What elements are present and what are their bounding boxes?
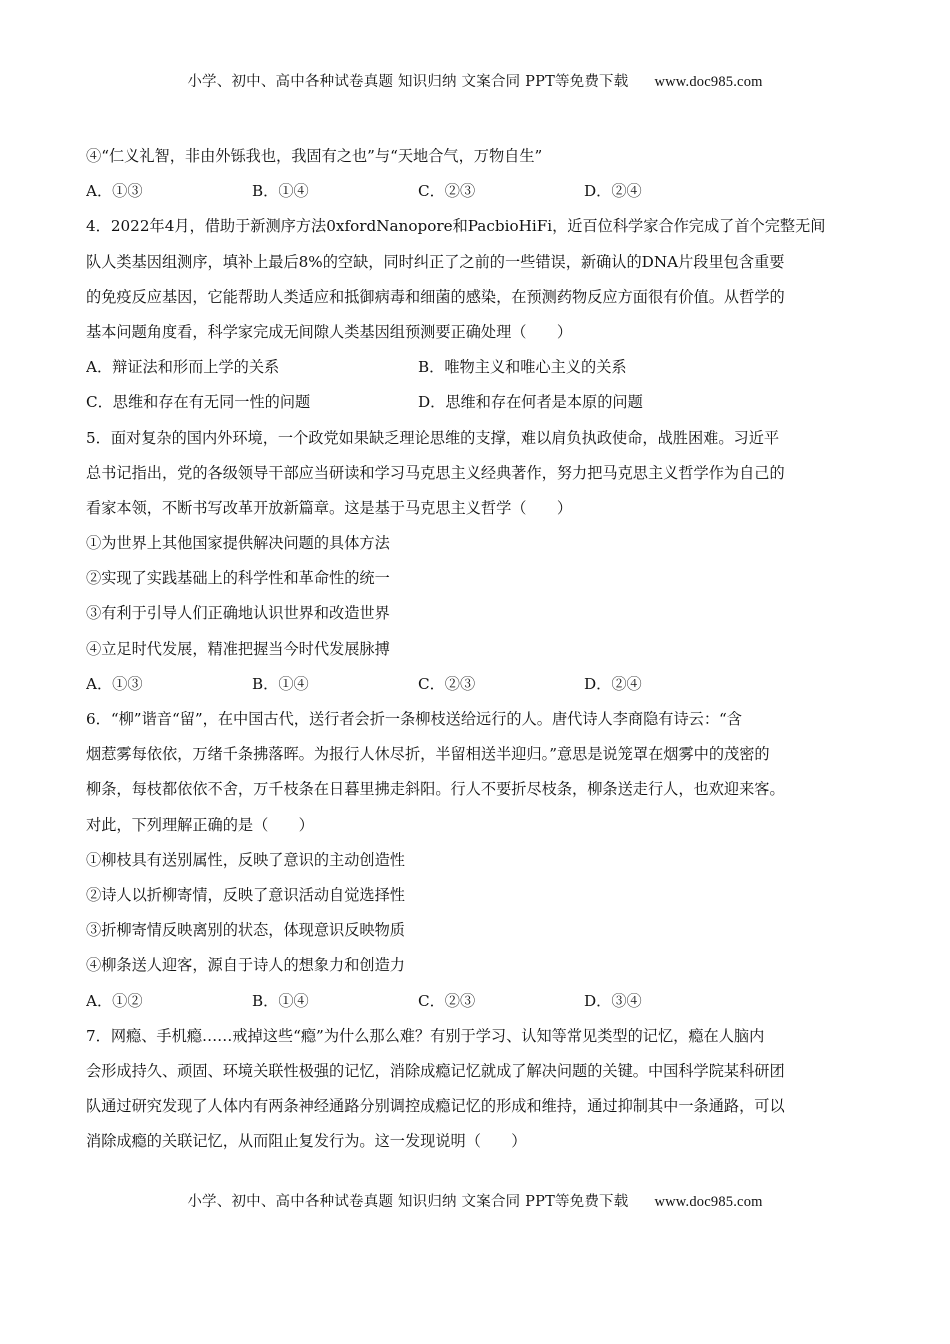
q5-option-c[interactable]: C．②③ [418, 674, 476, 693]
q7-stem-line: 7．网瘾、手机瘾……戒掉这些“瘾”为什么那么难？有别于学习、认知等常见类型的记忆，瘾在人脑内 [86, 1026, 765, 1045]
q6-item-2: ②诗人以折柳寄情，反映了意识活动自觉选择性 [86, 885, 405, 904]
q5-item-3: ③有利于引导人们正确地认识世界和改造世界 [86, 604, 390, 623]
q5-option-b[interactable]: B．①④ [252, 674, 309, 693]
exam-content [86, 144, 868, 1164]
q4-stem-line: 队人类基因组测序，填补上最后8%的空缺，同时纠正了之前的一些错误，新确认的DNA片段里包含重要 [86, 252, 785, 271]
q4-options-row-2 [86, 390, 868, 425]
q6-stem-line: 烟惹雾每依依，万绪千条拂落晖。为报行人休尽折，半留相送半迎归。”意思是说笼罩在烟雾中的茂密的 [86, 745, 770, 764]
q5-options [86, 672, 868, 707]
q5-stem-line: 5．面对复杂的国内外环境，一个政党如果缺乏理论思维的支撑，难以肩负执政使命，战胜困难。习近平 [86, 428, 780, 447]
q3-option-b[interactable]: B．①④ [252, 182, 309, 201]
q6-item-4: ④柳条送人迎客，源自于诗人的想象力和创造力 [86, 956, 405, 975]
page-header [0, 70, 950, 91]
q6-stem-line: 对此，下列理解正确的是（ ） [86, 815, 314, 834]
q3-option-a[interactable]: A．①③ [86, 182, 143, 201]
q5-option-a[interactable]: A．①③ [86, 674, 143, 693]
q6-stem-line: 6．“柳”谐音“留”，在中国古代，送行者会折一条柳枝送给远行的人。唐代诗人李商隐有诗云：“含 [86, 710, 742, 728]
q6-option-d[interactable]: D．③④ [584, 991, 642, 1010]
q5-stem-line: 看家本领，不断书写改革开放新篇章。这是基于马克思主义哲学（ ） [86, 498, 572, 517]
q6-options [86, 989, 868, 1024]
q6-option-c[interactable]: C．②③ [418, 991, 476, 1010]
q4-stem-line: 基本问题角度看，科学家完成无间隙人类基因组预测要正确处理（ ） [86, 322, 572, 341]
q3-option-d[interactable]: D．②④ [584, 182, 642, 201]
q4-option-a[interactable]: A．辩证法和形而上学的关系 [86, 358, 280, 377]
footer-text: 小学、初中、高中各种试卷真题 知识归纳 文案合同 PPT等免费下载 [187, 1194, 629, 1210]
q3-option-c[interactable]: C．②③ [418, 182, 476, 201]
q6-item-3: ③折柳寄情反映离别的状态，体现意识反映物质 [86, 921, 405, 940]
q3-options [86, 179, 868, 214]
q5-item-2: ②实现了实践基础上的科学性和革命性的统一 [86, 569, 390, 588]
page-footer [0, 1190, 950, 1211]
q6-stem-line: 柳条，每枝都依依不舍，万千枝条在日暮里拂走斜阳。行人不要折尽枝条，柳条送走行人，也欢迎来客。 [86, 780, 785, 799]
q4-option-d[interactable]: D．思维和存在何者是本原的问题 [418, 393, 643, 412]
q6-item-1: ①柳枝具有送别属性，反映了意识的主动创造性 [86, 850, 405, 869]
q4-options-row-1 [86, 355, 868, 390]
header-site-link[interactable]: www.doc985.com [654, 74, 763, 90]
q7-stem-line: 队通过研究发现了人体内有两条神经通路分别调控成瘾记忆的形成和维持，通过抑制其中一条通路，可以 [86, 1097, 785, 1116]
q5-option-d[interactable]: D．②④ [584, 674, 642, 693]
q4-stem-line: 的免疫反应基因，它能帮助人类适应和抵御病毒和细菌的感染，在预测药物反应方面很有价值。从哲学的 [86, 287, 785, 306]
q5-item-1: ①为世界上其他国家提供解决问题的具体方法 [86, 534, 390, 553]
q6-option-b[interactable]: B．①④ [252, 991, 309, 1010]
q7-stem-line: 消除成瘾的关联记忆，从而阻止复发行为。这一发现说明（ ） [86, 1132, 527, 1151]
footer-site-link[interactable]: www.doc985.com [654, 1194, 763, 1210]
q5-item-4: ④立足时代发展，精准把握当今时代发展脉搏 [86, 639, 390, 658]
q4-option-b[interactable]: B．唯物主义和唯心主义的关系 [418, 358, 627, 377]
q7-stem-line: 会形成持久、顽固、环境关联性极强的记忆，消除成瘾记忆就成了解决问题的关键。中国科学院某科研团 [86, 1061, 785, 1080]
q5-stem-line: 总书记指出，党的各级领导干部应当研读和学习马克思主义经典著作，努力把马克思主义哲学作为自己的 [86, 463, 785, 482]
q3-item-4: ④“仁义礼智，非由外铄我也，我固有之也”与“天地合气，万物自生” [86, 147, 543, 165]
header-text: 小学、初中、高中各种试卷真题 知识归纳 文案合同 PPT等免费下载 [187, 74, 629, 90]
q4-option-c[interactable]: C．思维和存在有无同一性的问题 [86, 393, 311, 412]
q6-option-a[interactable]: A．①② [86, 991, 143, 1010]
q4-stem-line: 4．2022年4月，借助于新测序方法0xfordNanopore和PacbioHiFi，近百位科学家合作完成了首个完整无间 [86, 217, 826, 236]
